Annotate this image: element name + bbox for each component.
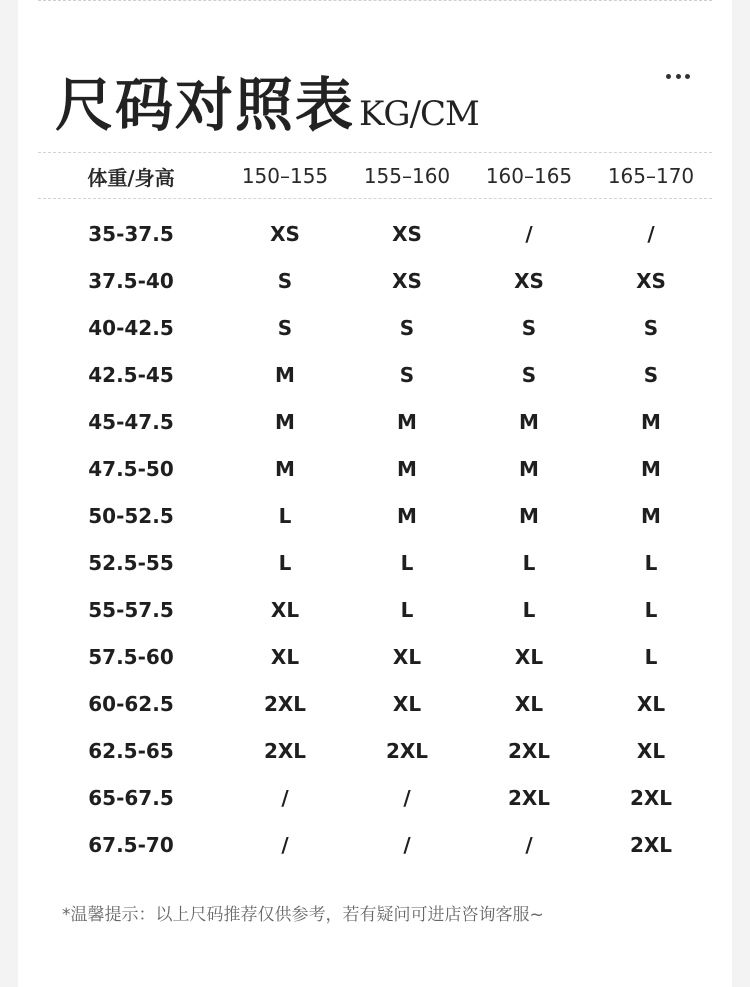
size-cell: L <box>400 550 414 575</box>
header-cell-height-165-170: 165–170 <box>607 164 695 188</box>
size-cell: 2XL <box>263 738 307 763</box>
table-row <box>38 351 712 398</box>
size-cell: / <box>403 832 411 857</box>
size-cell: S <box>521 315 537 340</box>
weight-cell: 37.5-40 <box>88 268 174 293</box>
size-cell: L <box>522 597 536 622</box>
size-cell: / <box>647 221 655 246</box>
size-cell: S <box>277 315 293 340</box>
size-cell: XL <box>636 738 666 763</box>
size-cell: XS <box>636 268 666 293</box>
header-cell-height-160-165: 160–165 <box>485 164 573 188</box>
header-cell-weight-height: 体重/身高 <box>87 165 175 190</box>
table-row <box>38 257 712 304</box>
size-cell: M <box>641 503 661 528</box>
size-cell: M <box>397 409 417 434</box>
size-cell: / <box>281 832 289 857</box>
table-row <box>38 398 712 445</box>
table-row <box>38 727 712 774</box>
size-cell: L <box>278 503 292 528</box>
more-icon[interactable] <box>666 72 690 80</box>
header-bottom-divider <box>38 198 712 199</box>
weight-cell: 40-42.5 <box>88 315 174 340</box>
more-icon-dot <box>676 74 681 79</box>
weight-cell: 55-57.5 <box>88 597 174 622</box>
size-cell: XS <box>270 221 300 246</box>
table-row <box>38 445 712 492</box>
size-cell: L <box>522 550 536 575</box>
top-divider <box>38 0 712 1</box>
footnote: *温馨提示：以上尺码推荐仅供参考，若有疑问可进店咨询客服~ <box>62 905 544 925</box>
title-block <box>55 58 479 142</box>
size-cell: 2XL <box>629 832 673 857</box>
table-row <box>38 633 712 680</box>
header-top-divider <box>38 152 712 153</box>
table-row <box>38 586 712 633</box>
size-cell: S <box>277 268 293 293</box>
size-cell: L <box>644 644 658 669</box>
weight-cell: 62.5-65 <box>88 738 174 763</box>
weight-cell: 47.5-50 <box>88 456 174 481</box>
weight-cell: 50-52.5 <box>88 503 174 528</box>
size-cell: 2XL <box>385 738 429 763</box>
table-row <box>38 492 712 539</box>
size-cell: L <box>644 597 658 622</box>
size-cell: M <box>519 409 539 434</box>
size-chart-card <box>18 0 732 987</box>
size-cell: / <box>281 785 289 810</box>
unit-label: KG/CM <box>359 94 479 134</box>
table-row <box>38 680 712 727</box>
size-cell: S <box>521 362 537 387</box>
size-cell: XL <box>514 644 544 669</box>
size-cell: / <box>403 785 411 810</box>
size-cell: S <box>399 315 415 340</box>
table-row <box>38 539 712 586</box>
size-cell: 2XL <box>507 785 551 810</box>
size-cell: / <box>525 221 533 246</box>
size-cell: XS <box>514 268 544 293</box>
weight-cell: 67.5-70 <box>88 832 174 857</box>
more-icon-dot <box>666 74 671 79</box>
size-cell: XL <box>392 644 422 669</box>
header-cell-height-155-160: 155–160 <box>363 164 451 188</box>
table-row <box>38 774 712 821</box>
size-cell: XL <box>270 644 300 669</box>
size-cell: M <box>641 409 661 434</box>
size-cell: M <box>397 456 417 481</box>
size-cell: M <box>519 503 539 528</box>
weight-cell: 52.5-55 <box>88 550 174 575</box>
size-cell: XS <box>392 268 422 293</box>
size-cell: M <box>275 409 295 434</box>
size-cell: S <box>643 315 659 340</box>
size-cell: 2XL <box>263 691 307 716</box>
weight-cell: 35-37.5 <box>88 221 174 246</box>
size-cell: XL <box>636 691 666 716</box>
size-cell: XL <box>270 597 300 622</box>
table-row <box>38 821 712 868</box>
size-cell: L <box>644 550 658 575</box>
size-cell: S <box>399 362 415 387</box>
table-row <box>38 210 712 257</box>
size-cell: M <box>275 362 295 387</box>
size-cell: 2XL <box>629 785 673 810</box>
table-header <box>38 155 712 197</box>
weight-cell: 65-67.5 <box>88 785 174 810</box>
size-cell: M <box>397 503 417 528</box>
table-row <box>38 304 712 351</box>
size-cell: XL <box>514 691 544 716</box>
more-icon-dot <box>685 74 690 79</box>
size-cell: L <box>400 597 414 622</box>
weight-cell: 57.5-60 <box>88 644 174 669</box>
size-table-body <box>38 210 712 868</box>
size-cell: 2XL <box>507 738 551 763</box>
size-cell: S <box>643 362 659 387</box>
size-cell: / <box>525 832 533 857</box>
size-cell: M <box>641 456 661 481</box>
weight-cell: 60-62.5 <box>88 691 174 716</box>
size-cell: M <box>519 456 539 481</box>
weight-cell: 42.5-45 <box>88 362 174 387</box>
page-title: 尺码对照表 <box>55 71 356 139</box>
size-cell: L <box>278 550 292 575</box>
size-cell: XL <box>392 691 422 716</box>
weight-cell: 45-47.5 <box>88 409 174 434</box>
size-cell: M <box>275 456 295 481</box>
size-cell: XS <box>392 221 422 246</box>
header-cell-height-150-155: 150–155 <box>241 164 329 188</box>
